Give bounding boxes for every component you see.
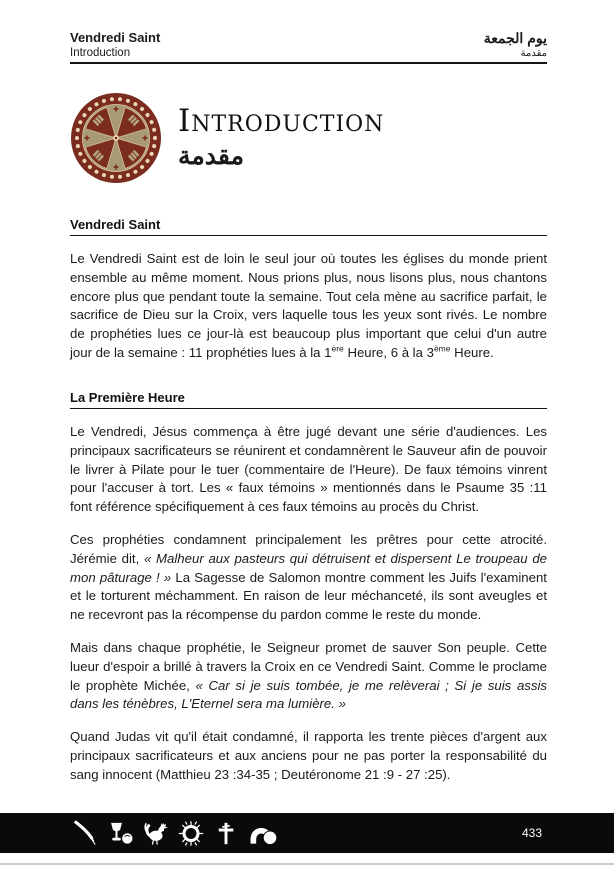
section-list	[70, 217, 547, 785]
text-run: Le Vendredi, Jésus commença à être jugé devant une série d'audiences. Les principaux sacrificateurs se réunirent et condamnèrent le Sauveur afin de pouvoir le livrer à Pilate pour le tuer (commentaire de l'Heure). De faux témoins vinrent pour l'accuser à tort. Les « faux témoins » mentionnés dans le Psaume 35 :11 font référence spécifiquement à ces faux témoins au procès du Christ.	[70, 423, 547, 515]
body-paragraph	[70, 639, 547, 714]
chapter-title-latin: Introduction	[178, 102, 385, 139]
quoted-scripture: « Car si je suis tombée, je me relèverai ; Si je suis assis dans les ténèbres, L'Eternel sera ma lumière. »	[70, 677, 547, 712]
rooster-icon	[142, 820, 170, 847]
header-title-french: Vendredi Saint	[70, 30, 161, 45]
text-run: ème	[433, 343, 451, 354]
text-run: Mais dans chaque prophétie, le Seigneur promet de sauver Son peuple. Cette lueur d'espoir a brillé à travers la Croix en ce Vendredi Saint. Comme le proclame le prophète Michée,	[70, 640, 547, 693]
text-run: Ces prophéties condamnent principalement les prêtres pour cette atrocité. Jérémie dit,	[70, 531, 547, 566]
header-title-arabic: يوم الجمعة	[483, 30, 547, 46]
text-run: Le Vendredi Saint est de loin le seul jour où toutes les églises du monde prient ensemble au même moment. Nous prions plus, nous lisons plus, nous chantons encore plus que pendant toute la semaine. Tout cela mène au sacrifice parfait, le sacrifice de Dieu sur la Croix, vers laquelle tous les yeux sont rivés. Le nombre de prophéties lues ce jour-là est beaucoup plus important que celui d'un autre jour de la semaine : 11 prophéties lues à la 1	[70, 251, 547, 361]
text-run: Heure, 6 à la 3	[343, 345, 434, 361]
header-subtitle-french: Introduction	[70, 47, 131, 59]
text-run: La Sagesse de Salomon montre comment les Juifs l'examinent et le torturent méchamment. En raison de leur méchanceté, ils sont aveugles et ne recevront pas la récompense du pardon comme le reste du monde.	[70, 569, 547, 623]
page-number: 433	[521, 826, 542, 840]
footer-passion-icons	[72, 820, 280, 847]
body-paragraph	[70, 728, 547, 784]
quoted-scripture: « Malheur aux pasteurs qui détruisent et dispersent Le troupeau de mon pâturage ! »	[70, 550, 547, 585]
whip-icon	[72, 820, 100, 847]
body-paragraph	[70, 250, 547, 363]
cross-icon	[212, 820, 240, 847]
section-heading: Vendredi Saint	[70, 217, 547, 236]
running-header-right	[484, 30, 547, 59]
crown-of-thorns-icon	[177, 820, 205, 847]
text-run: Heure.	[450, 345, 494, 361]
footer-bar	[0, 813, 614, 853]
tomb-icon	[247, 820, 280, 847]
text-run: ère	[331, 343, 344, 354]
running-header-left	[70, 30, 160, 59]
chapter-title-text	[178, 102, 385, 172]
page-bottom-edge	[0, 863, 614, 865]
section-heading: La Première Heure	[70, 390, 547, 409]
body-paragraph	[70, 423, 547, 517]
running-header	[70, 30, 547, 64]
chalice-icon	[107, 820, 135, 847]
chapter-title-block	[70, 90, 547, 186]
chapter-title-arabic: مقدمة	[178, 142, 244, 171]
body-paragraph	[70, 531, 547, 625]
coptic-cross-logo-icon	[70, 92, 162, 184]
text-run: Quand Judas vit qu'il était condamné, il rapporta les trente pièces d'argent aux principaux sacrificateurs et aux anciens pour ne pas porter la responsabilité du sang innocent (Matthieu 23 :34-35 ; Deutéronome 21 :9 - 27 :25).	[70, 729, 547, 782]
header-subtitle-arabic: مقدمة	[520, 48, 547, 59]
